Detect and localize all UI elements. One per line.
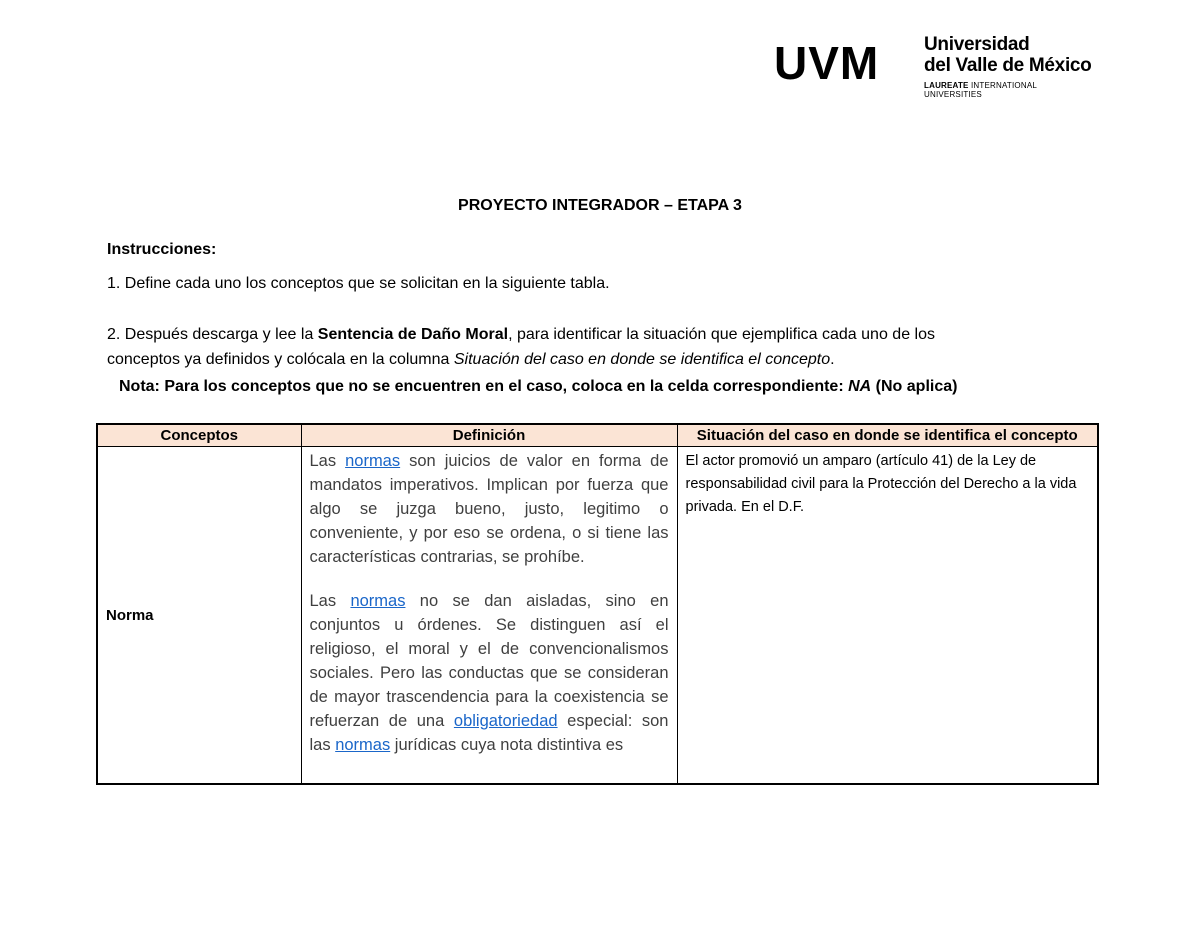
table-header-row — [97, 424, 1098, 447]
logo-name-line2: del Valle de México — [924, 55, 1092, 76]
normas-link[interactable]: normas — [350, 592, 406, 610]
concepts-table — [96, 423, 1099, 785]
definition-paragraph-1: Las normas son juicios de valor en forma de mandatos imperativos. Implican por fuerza que algo se juzga bueno, justo, legitimo o conveniente, y por eso se ordena, o si tiene las características contrarias, se prohíbe. — [309, 452, 669, 566]
logo-tagline: LAUREATE INTERNATIONAL UNIVERSITIES — [924, 81, 1037, 99]
header-definition: Definición — [301, 424, 677, 447]
instruction-note: Nota: Para los conceptos que no se encuentren en el caso, coloca en la celda correspondiente: NA (No aplica) — [119, 378, 958, 395]
uvm-logo — [774, 30, 1094, 99]
definition-cell — [301, 447, 677, 785]
concept-cell: Norma — [97, 447, 301, 785]
logo-university-name — [924, 34, 1092, 76]
instruction-step-2-line2: conceptos ya definidos y colócala en la columna Situación del caso en donde se identifica el concepto. — [107, 351, 835, 368]
normas-link[interactable]: normas — [345, 452, 401, 470]
instruction-step-2-line1: 2. Después descarga y lee la Sentencia de Daño Moral, para identificar la situación que ejemplifica cada uno de los — [107, 326, 935, 343]
situation-cell: El actor promovió un amparo (artículo 41) de la Ley de responsabilidad civil para la Protección del Derecho a la vida privada. En el D.F. — [677, 447, 1098, 785]
header-situation: Situación del caso en donde se identifica el concepto — [677, 424, 1098, 447]
instructions-heading: Instrucciones: — [107, 241, 217, 258]
document-title: PROYECTO INTEGRADOR – ETAPA 3 — [458, 197, 742, 214]
header-concepts: Conceptos — [97, 424, 301, 447]
normas-link[interactable]: normas — [335, 736, 391, 754]
instruction-step-1: 1. Define cada uno los conceptos que se solicitan en la siguiente tabla. — [107, 275, 610, 292]
table-row — [97, 447, 1098, 785]
logo-mark: UVM — [774, 37, 880, 89]
logo-name-line1: Universidad — [924, 34, 1030, 55]
obligatoriedad-link[interactable]: obligatoriedad — [453, 712, 558, 730]
definition-paragraph-2: Las normas no se dan aisladas, sino en conjuntos u órdenes. Se distinguen así el religioso, el moral y el de convencionalismos sociales. Pero las conductas que se consideran de mayor trascendencia para la coexistencia se refuerzan de una obligatoriedad especial: son las normas jurídicas cuya nota distintiva es — [309, 592, 669, 754]
